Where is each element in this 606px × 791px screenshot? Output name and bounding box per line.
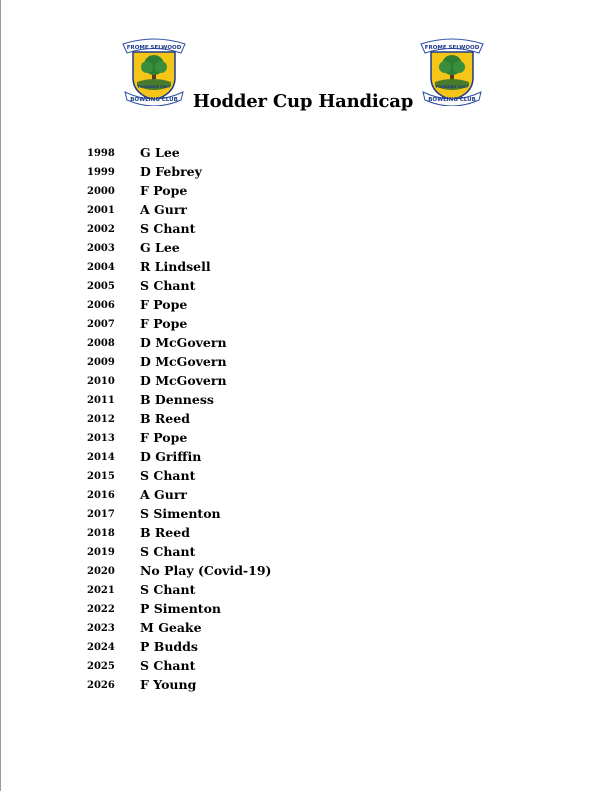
year-label: 2000 [87,186,115,197]
badge-top-text: FROME SELWOOD [126,45,182,51]
year-label: 2019 [87,547,115,558]
winner-name: No Play (Covid-19) [140,563,272,578]
list-item [0,145,606,164]
year-label: 2016 [87,490,115,501]
year-label: 2026 [87,680,115,691]
year-label: 1999 [87,167,115,178]
list-item [0,411,606,430]
winners-list [0,145,606,696]
winner-name: G Lee [140,145,180,160]
winner-name: A Gurr [140,487,187,502]
list-item [0,354,606,373]
year-label: 2018 [87,528,115,539]
winner-name: F Young [140,677,197,692]
winner-name: S Chant [140,468,196,483]
year-label: 2024 [87,642,115,653]
year-label: 2010 [87,376,115,387]
winner-name: R Lindsell [140,259,211,274]
badge-bottom-text: BOWLING CLUB [428,97,476,103]
list-item [0,278,606,297]
list-item [0,430,606,449]
badge-top-text: FROME SELWOOD [424,45,480,51]
list-item [0,392,606,411]
list-item [0,373,606,392]
list-item [0,468,606,487]
list-item [0,639,606,658]
list-item [0,259,606,278]
year-label: 2007 [87,319,115,330]
list-item [0,563,606,582]
winner-name: M Geake [140,620,202,635]
year-label: 2017 [87,509,115,520]
winner-name: B Reed [140,525,190,540]
list-item [0,240,606,259]
winner-name: P Budds [140,639,198,654]
year-label: 2006 [87,300,115,311]
winner-name: P Simenton [140,601,221,616]
list-item [0,316,606,335]
winner-name: F Pope [140,430,188,445]
list-item [0,183,606,202]
list-item [0,202,606,221]
list-item [0,525,606,544]
winner-name: S Chant [140,582,196,597]
year-label: 2015 [87,471,115,482]
year-label: 2008 [87,338,115,349]
year-label: 2014 [87,452,115,463]
winner-name: D McGovern [140,354,227,369]
winner-name: F Pope [140,183,188,198]
winner-name: G Lee [140,240,180,255]
badge-bottom-text: BOWLING CLUB [130,97,178,103]
year-label: 2023 [87,623,115,634]
year-label: 2022 [87,604,115,615]
winner-name: D McGovern [140,373,227,388]
winner-name: S Chant [140,221,196,236]
list-item [0,601,606,620]
list-item [0,506,606,525]
winner-name: F Pope [140,297,188,312]
winner-name: B Denness [140,392,214,407]
year-label: 1998 [87,148,115,159]
list-item [0,487,606,506]
year-label: 2001 [87,205,115,216]
list-item [0,582,606,601]
winner-name: S Chant [140,658,196,673]
winner-name: S Chant [140,544,196,559]
year-label: 2003 [87,243,115,254]
year-label: 2002 [87,224,115,235]
year-label: 2013 [87,433,115,444]
list-item [0,449,606,468]
year-label: 2005 [87,281,115,292]
winner-name: S Simenton [140,506,221,521]
list-item [0,335,606,354]
year-label: 2021 [87,585,115,596]
winner-name: F Pope [140,316,188,331]
year-label: 2020 [87,566,115,577]
badge-founded-text: FOUNDED 1907 [435,84,469,89]
list-item [0,544,606,563]
list-item [0,620,606,639]
list-item [0,677,606,696]
list-item [0,164,606,183]
list-item [0,658,606,677]
winner-name: B Reed [140,411,190,426]
winner-name: D Febrey [140,164,202,179]
list-item [0,297,606,316]
winner-name: S Chant [140,278,196,293]
year-label: 2012 [87,414,115,425]
page-title: Hodder Cup Handicap [192,91,414,112]
winner-name: A Gurr [140,202,187,217]
list-item [0,221,606,240]
winner-name: D Griffin [140,449,202,464]
year-label: 2009 [87,357,115,368]
year-label: 2011 [87,395,115,406]
year-label: 2004 [87,262,115,273]
badge-founded-text: FOUNDED 1907 [137,84,171,89]
year-label: 2025 [87,661,115,672]
winner-name: D McGovern [140,335,227,350]
